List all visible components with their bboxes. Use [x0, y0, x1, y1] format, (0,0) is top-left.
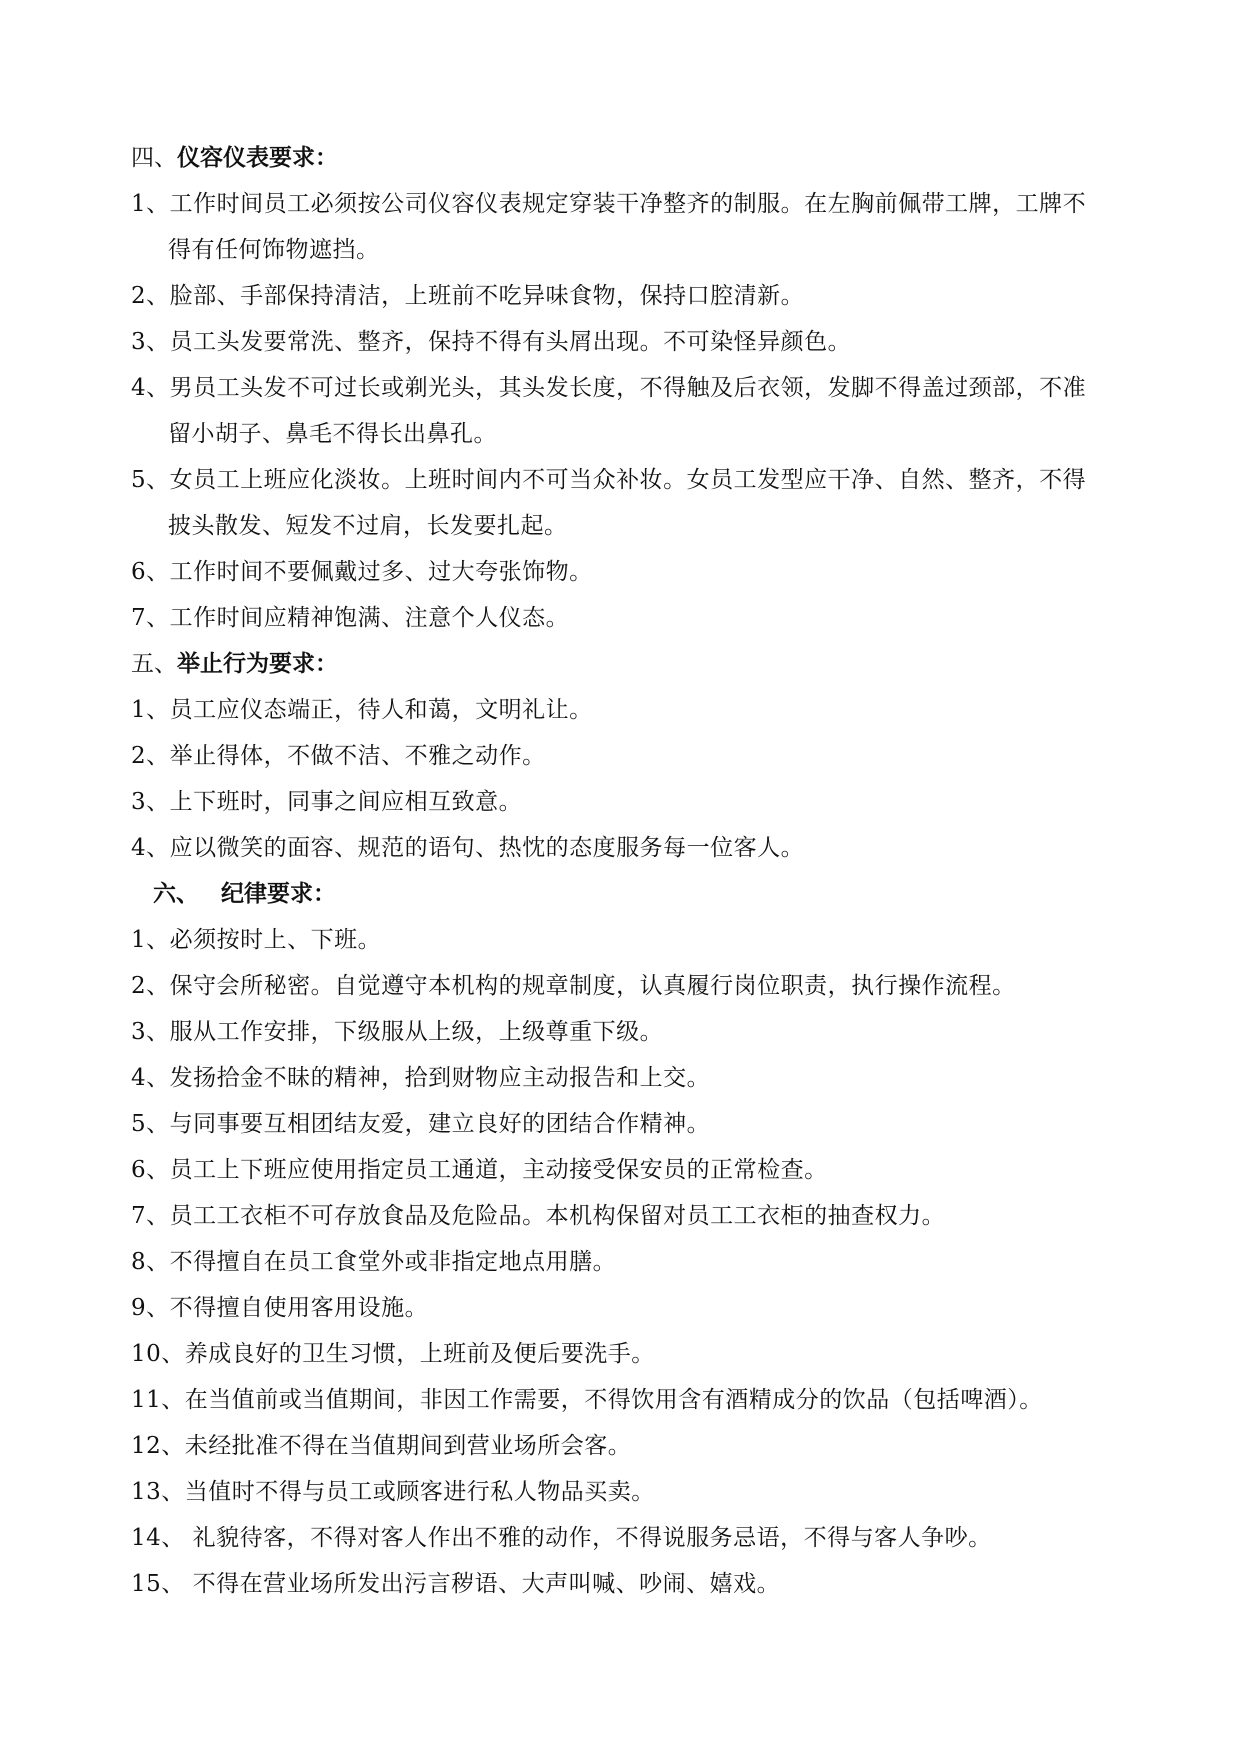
list-item [131, 549, 1141, 595]
list-item [131, 1515, 1141, 1561]
item-text: 脸部、手部保持清洁，上班前不吃异味食物，保持口腔清新。 [169, 283, 805, 309]
item-number: 4、 [131, 1065, 170, 1091]
item-number: 11、 [131, 1387, 185, 1413]
section-number: 五、 [131, 651, 177, 677]
item-number: 13、 [131, 1479, 185, 1505]
list-item [131, 733, 1141, 779]
item-text: 发扬拾金不昧的精神，拾到财物应主动报告和上交。 [169, 1065, 711, 1091]
item-text: 女员工上班应化淡妆。上班时间内不可当众补妆。女员工发型应干净、自然、整齐，不得 [169, 467, 1087, 493]
item-number: 6、 [131, 559, 170, 585]
item-number: 2、 [131, 973, 170, 999]
item-text: 不得擅自在员工食堂外或非指定地点用膳。 [169, 1249, 617, 1275]
list-item [131, 1469, 1141, 1515]
item-text: 举止得体，不做不洁、不雅之动作。 [169, 743, 546, 769]
item-number: 15、 [131, 1571, 185, 1597]
list-item [131, 963, 1141, 1009]
item-text: 工作时间应精神饱满、注意个人仪态。 [169, 605, 570, 631]
section-heading [131, 135, 1141, 181]
item-text: 未经批准不得在当值期间到营业场所会客。 [184, 1433, 632, 1459]
item-number: 2、 [131, 283, 170, 309]
list-item [131, 1193, 1141, 1239]
item-number: 7、 [131, 1203, 170, 1229]
list-item [131, 273, 1141, 319]
list-item [131, 779, 1141, 825]
item-text: 男员工头发不可过长或剃光头，其头发长度，不得触及后衣领，发脚不得盖过颈部，不准 [169, 375, 1087, 401]
document-body [131, 135, 1141, 1607]
item-number: 3、 [131, 789, 170, 815]
list-item [131, 1239, 1141, 1285]
section-title: 举止行为要求： [177, 650, 338, 677]
item-text: 当值时不得与员工或顾客进行私人物品买卖。 [184, 1479, 655, 1505]
list-item [131, 595, 1141, 641]
item-number: 4、 [131, 375, 170, 401]
item-text: 养成良好的卫生习惯，上班前及便后要洗手。 [184, 1341, 655, 1367]
list-item [131, 1101, 1141, 1147]
item-number: 9、 [131, 1295, 170, 1321]
section-title: 纪律要求： [221, 880, 336, 907]
list-item [131, 1423, 1141, 1469]
section-heading [131, 871, 1141, 917]
section-number: 六、 [153, 880, 199, 907]
list-item [131, 917, 1141, 963]
list-item [131, 319, 1141, 365]
item-text: 在当值前或当值期间，非因工作需要，不得饮用含有酒精成分的饮品（包括啤酒）。 [184, 1387, 1043, 1413]
item-text: 礼貌待客，不得对客人作出不雅的动作，不得说服务忌语，不得与客人争吵。 [184, 1525, 992, 1551]
item-number: 3、 [131, 1019, 170, 1045]
list-item [131, 687, 1141, 733]
list-item [131, 365, 1141, 411]
list-item-continuation: 留小胡子、鼻毛不得长出鼻孔。 [168, 421, 497, 447]
item-text: 服从工作安排，下级服从上级，上级尊重下级。 [169, 1019, 664, 1045]
item-number: 10、 [131, 1341, 185, 1367]
list-item [131, 1377, 1141, 1423]
item-text: 员工应仪态端正，待人和蔼，文明礼让。 [169, 697, 593, 723]
item-number: 14、 [131, 1525, 185, 1551]
item-number: 2、 [131, 743, 170, 769]
item-text: 不得在营业场所发出污言秽语、大声叫喊、吵闹、嬉戏。 [184, 1571, 781, 1597]
list-item [131, 1055, 1141, 1101]
item-text: 上下班时，同事之间应相互致意。 [169, 789, 523, 815]
item-number: 6、 [131, 1157, 170, 1183]
list-item [131, 1285, 1141, 1331]
section-heading [131, 641, 1141, 687]
item-text: 保守会所秘密。自觉遵守本机构的规章制度，认真履行岗位职责，执行操作流程。 [169, 973, 1016, 999]
item-number: 1、 [131, 697, 170, 723]
item-number: 1、 [131, 927, 170, 953]
item-number: 12、 [131, 1433, 185, 1459]
list-item [131, 1561, 1141, 1607]
item-text: 应以微笑的面容、规范的语句、热忱的态度服务每一位客人。 [169, 835, 805, 861]
item-text: 不得擅自使用客用设施。 [169, 1295, 429, 1321]
list-item [131, 1331, 1141, 1377]
list-item [131, 1009, 1141, 1055]
item-text: 员工上下班应使用指定员工通道，主动接受保安员的正常检查。 [169, 1157, 828, 1183]
item-text: 工作时间不要佩戴过多、过大夸张饰物。 [169, 559, 593, 585]
item-number: 3、 [131, 329, 170, 355]
section-number: 四、 [131, 145, 177, 171]
item-number: 4、 [131, 835, 170, 861]
list-item [131, 181, 1141, 227]
item-number: 1、 [131, 191, 170, 217]
item-text: 必须按时上、下班。 [169, 927, 382, 953]
item-number: 5、 [131, 467, 170, 493]
list-item-continuation: 得有任何饰物遮挡。 [168, 237, 380, 263]
list-item [131, 825, 1141, 871]
item-number: 5、 [131, 1111, 170, 1137]
item-text: 员工头发要常洗、整齐，保持不得有头屑出现。不可染怪异颜色。 [169, 329, 852, 355]
section-title: 仪容仪表要求： [177, 144, 338, 171]
item-text: 与同事要互相团结友爱，建立良好的团结合作精神。 [169, 1111, 711, 1137]
item-text: 员工工衣柜不可存放食品及危险品。本机构保留对员工工衣柜的抽查权力。 [169, 1203, 946, 1229]
item-number: 7、 [131, 605, 170, 631]
item-text: 工作时间员工必须按公司仪容仪表规定穿装干净整齐的制服。在左胸前佩带工牌，工牌不 [169, 191, 1087, 217]
item-number: 8、 [131, 1249, 170, 1275]
list-item-continuation: 披头散发、短发不过肩，长发要扎起。 [168, 513, 568, 539]
list-item [131, 1147, 1141, 1193]
list-item [131, 457, 1141, 503]
